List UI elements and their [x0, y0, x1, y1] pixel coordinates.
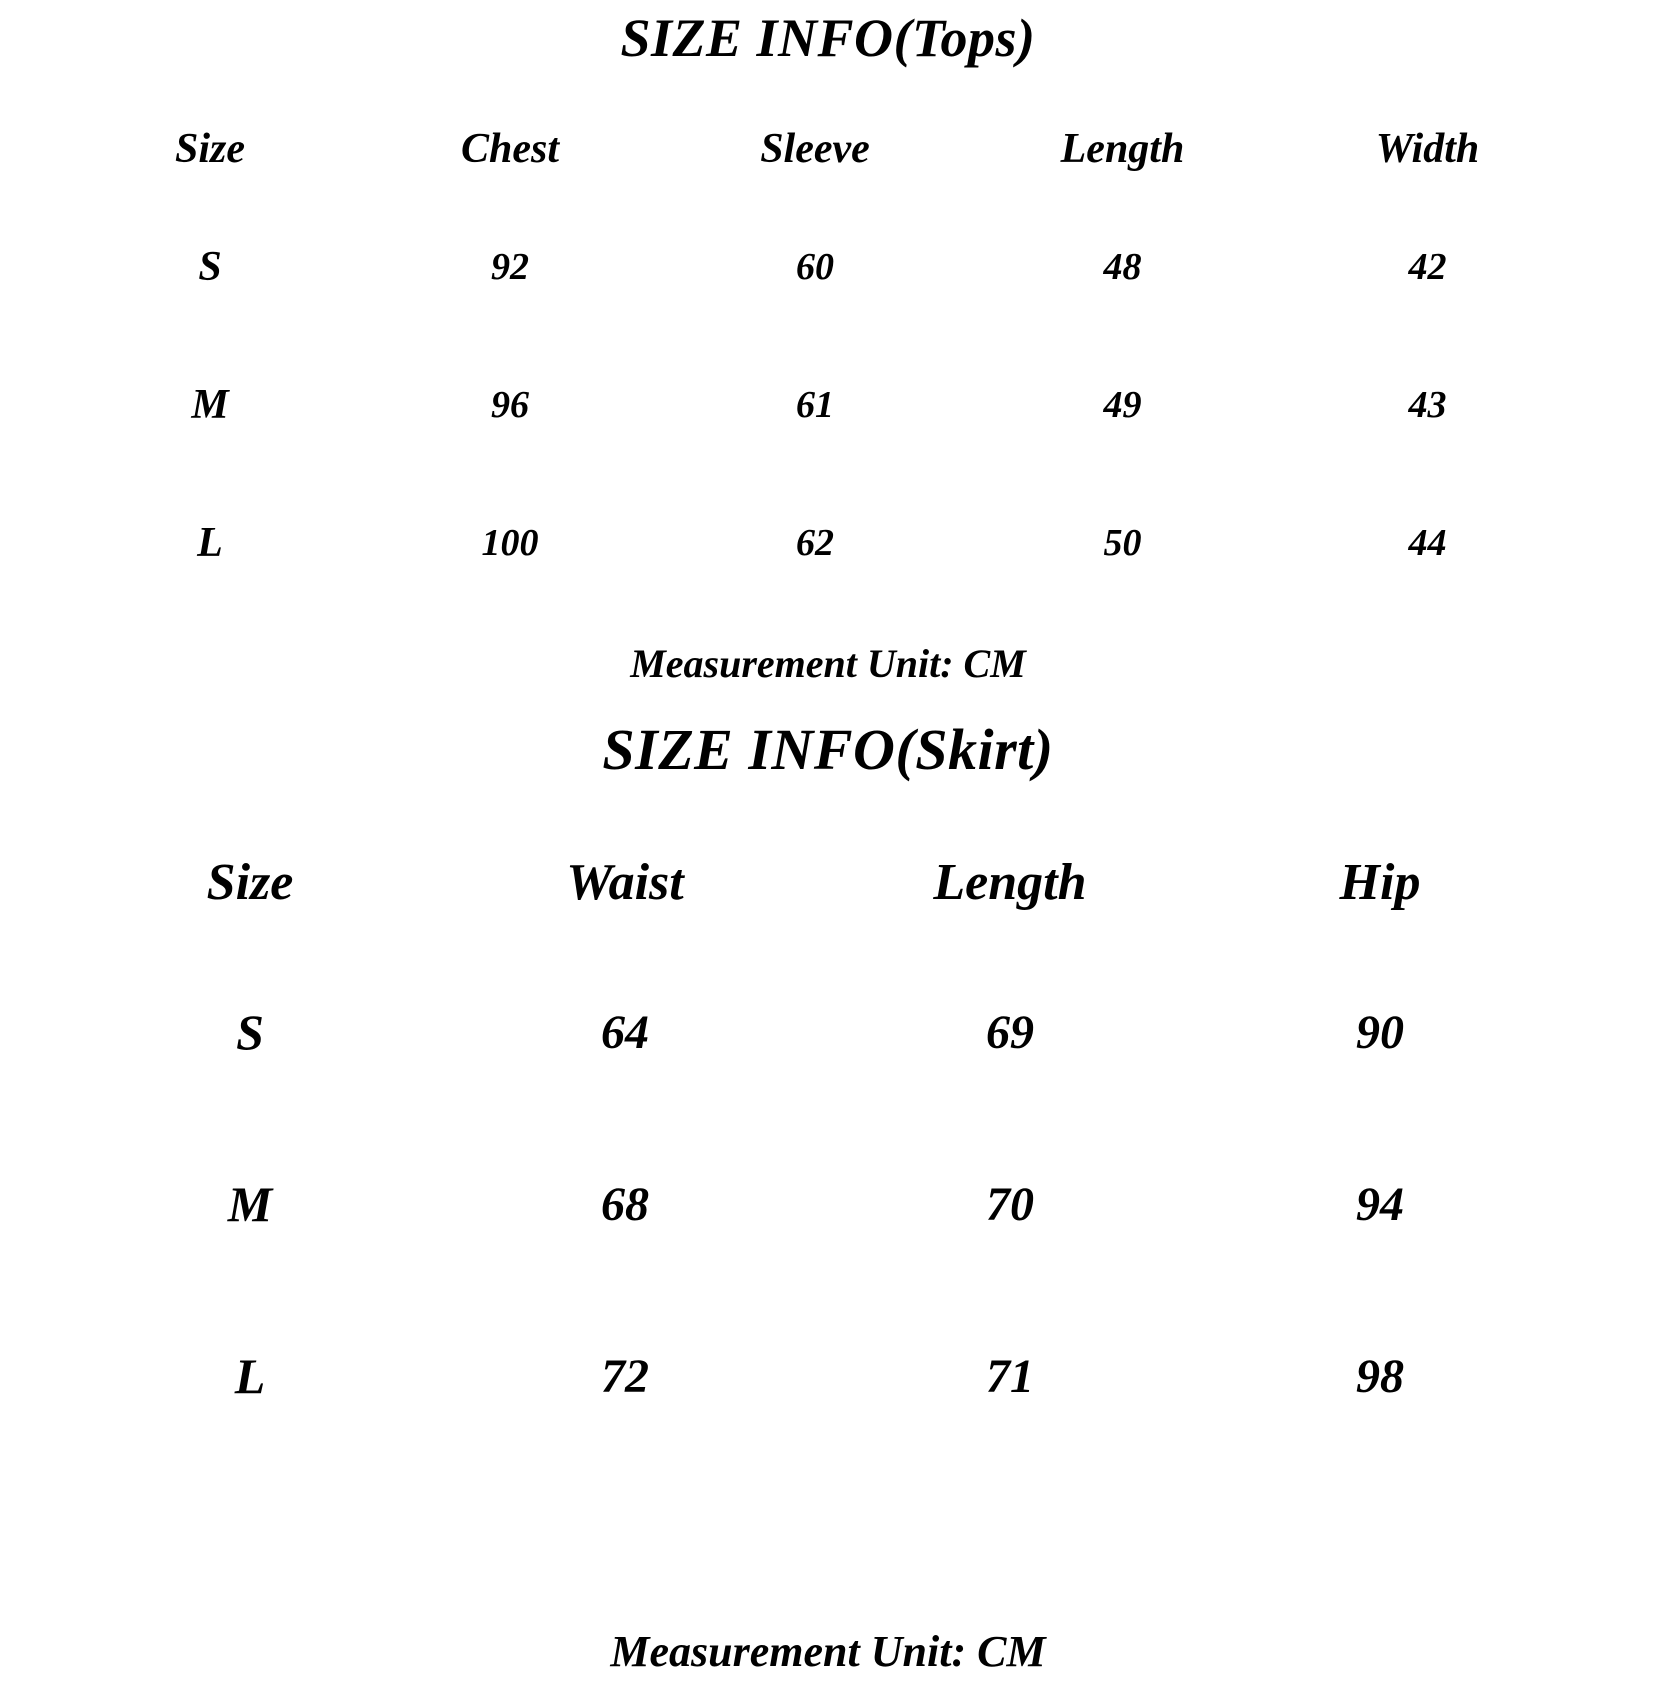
cell-waist: 72: [601, 1349, 649, 1403]
cell-size: L: [197, 520, 223, 566]
cell-size: S: [236, 1004, 264, 1060]
cell-length: 71: [986, 1349, 1034, 1403]
cell-waist: 64: [601, 1005, 649, 1059]
cell-length: 49: [1103, 384, 1142, 426]
skirt-section-title: SIZE INFO(Skirt): [602, 717, 1054, 782]
cell-width: 44: [1408, 522, 1447, 564]
cell-hip: 90: [1356, 1005, 1404, 1059]
table-row: [60, 474, 1580, 612]
measurement-unit-note-tops: Measurement Unit: CM: [630, 641, 1026, 686]
cell-length: 48: [1103, 246, 1142, 288]
tops-size-table: [60, 100, 1580, 612]
column-header-length: Length: [1060, 126, 1185, 172]
cell-waist: 68: [601, 1177, 649, 1231]
cell-chest: 92: [491, 246, 529, 288]
cell-size: S: [198, 244, 222, 290]
cell-hip: 94: [1356, 1177, 1404, 1231]
skirt-size-table: [70, 818, 1560, 1462]
table-header-row: [60, 100, 1580, 198]
cell-size: M: [191, 382, 229, 428]
column-header-hip: Hip: [1339, 853, 1421, 911]
table-row: [70, 946, 1560, 1118]
cell-size: L: [234, 1348, 266, 1404]
cell-length: 69: [986, 1005, 1034, 1059]
cell-sleeve: 60: [796, 246, 834, 288]
column-header-size: Size: [174, 126, 245, 172]
table-row: [60, 198, 1580, 336]
table-row: [60, 336, 1580, 474]
cell-width: 43: [1408, 384, 1447, 426]
tops-section-title: SIZE INFO(Tops): [620, 8, 1036, 68]
column-header-chest: Chest: [460, 126, 560, 172]
table-header-row: [70, 818, 1560, 946]
cell-length: 50: [1103, 522, 1142, 564]
measurement-unit-note-skirt: Measurement Unit: CM: [610, 1627, 1046, 1676]
column-header-sleeve: Sleeve: [760, 126, 870, 172]
column-header-length: Length: [933, 853, 1087, 911]
column-header-width: Width: [1375, 126, 1480, 172]
cell-width: 42: [1408, 246, 1447, 288]
table-row: [70, 1290, 1560, 1462]
table-row: [70, 1118, 1560, 1290]
cell-chest: 100: [481, 522, 539, 564]
cell-sleeve: 61: [796, 384, 834, 426]
cell-chest: 96: [491, 384, 529, 426]
cell-hip: 98: [1356, 1349, 1404, 1403]
cell-sleeve: 62: [796, 522, 834, 564]
cell-size: M: [227, 1176, 273, 1232]
column-header-waist: Waist: [566, 853, 684, 911]
cell-length: 70: [986, 1177, 1034, 1231]
column-header-size: Size: [206, 853, 294, 911]
